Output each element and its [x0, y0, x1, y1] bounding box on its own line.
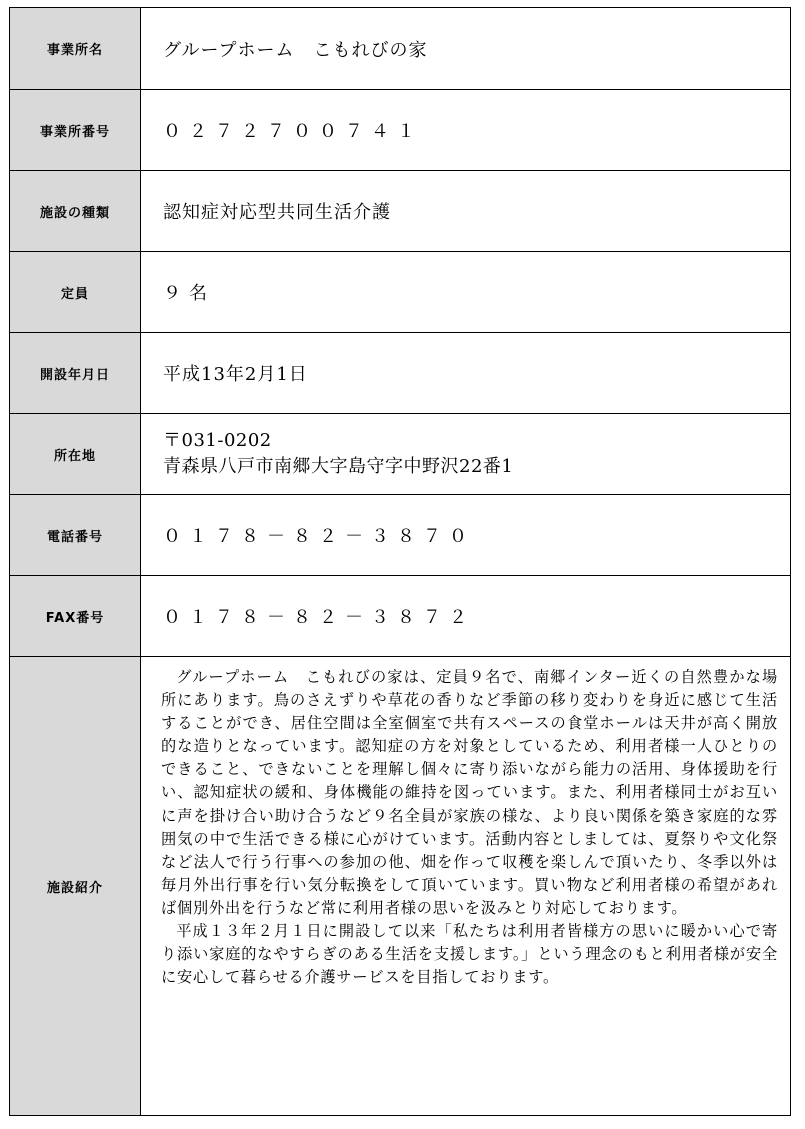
introduction-paragraph: グループホーム こもれびの家は、定員９名で、南郷インター近くの自然豊かな場所にあります。鳥のさえずりや草花の香りなど季節の移り変わりを身近に感じて生活することができ、居住空間は全室個室で共有スペースの食堂ホールは天井が高く開放的な造りとなっています。認知症の方を対象としているため、利用者様一人ひとりのできること、できないことを理解し個々に寄り添いながら能力の活用、身体援助を行い、認知症状の緩和、身体機能の維持を図っています。また、利用者様同士がお互いに声を掛け合い助け合うなど９名全員が家族の様な、より良い関係を築き家庭的な雰囲気の中で生活できる様に心がけています。活動内容としましては、夏祭りや文化祭など法人で行う行事への参加の他、畑を作って収穫を楽しんで頂いたり、冬季以外は毎月外出行事を行い気分転換をして頂いています。買い物など利用者様の希望があれば個別外出を行うなど常に利用者様の思いを汲みとり対応しております。: [161, 668, 778, 917]
phone-label: 電話番号: [10, 495, 141, 575]
facility-type-label: 施設の種類: [10, 171, 141, 251]
introduction-text: [141, 657, 790, 1115]
introduction-paragraph: 平成１３年２月１日に開設して以来「私たちは利用者皆様方の思いに暖かい心で寄り添い家庭的なやすらぎのある生活を支援します。」という理念のもと利用者様が安全に安心して暮らせる介護サービスを目指しております。: [161, 922, 778, 987]
facility-info-table: [9, 7, 791, 1116]
introduction-label: 施設紹介: [10, 657, 141, 1115]
row-facility-type: [10, 171, 790, 252]
row-opening-date: [10, 333, 790, 414]
facility-name-label: 事業所名: [10, 8, 141, 89]
opening-date-value: 平成13年2月1日: [163, 364, 308, 385]
phone-value: ０１７８－８２－３８７０: [163, 526, 475, 547]
facility-number-label: 事業所番号: [10, 90, 141, 170]
opening-date-label: 開設年月日: [10, 333, 141, 413]
facility-type-value: 認知症対応型共同生活介護: [163, 202, 391, 223]
address-label: 所在地: [10, 414, 141, 494]
row-phone: [10, 495, 790, 576]
row-fax: [10, 576, 790, 657]
row-capacity: [10, 252, 790, 333]
row-address: [10, 414, 790, 495]
capacity-value: ９名: [163, 283, 215, 304]
row-facility-name: [10, 8, 790, 90]
row-introduction: [10, 657, 790, 1115]
row-facility-number: [10, 90, 790, 171]
fax-label: FAX番号: [10, 576, 141, 656]
address-value: [141, 414, 790, 494]
fax-value: ０１７８－８２－３８７２: [163, 607, 475, 628]
capacity-label: 定員: [10, 252, 141, 332]
street-address: 青森県八戸市南郷大字島守字中野沢22番1: [163, 456, 514, 477]
postal-code: 〒031-0202: [163, 430, 272, 451]
facility-name-value: グループホーム こもれびの家: [163, 39, 428, 61]
facility-number-value: ０２７２７００７４１: [163, 121, 423, 142]
